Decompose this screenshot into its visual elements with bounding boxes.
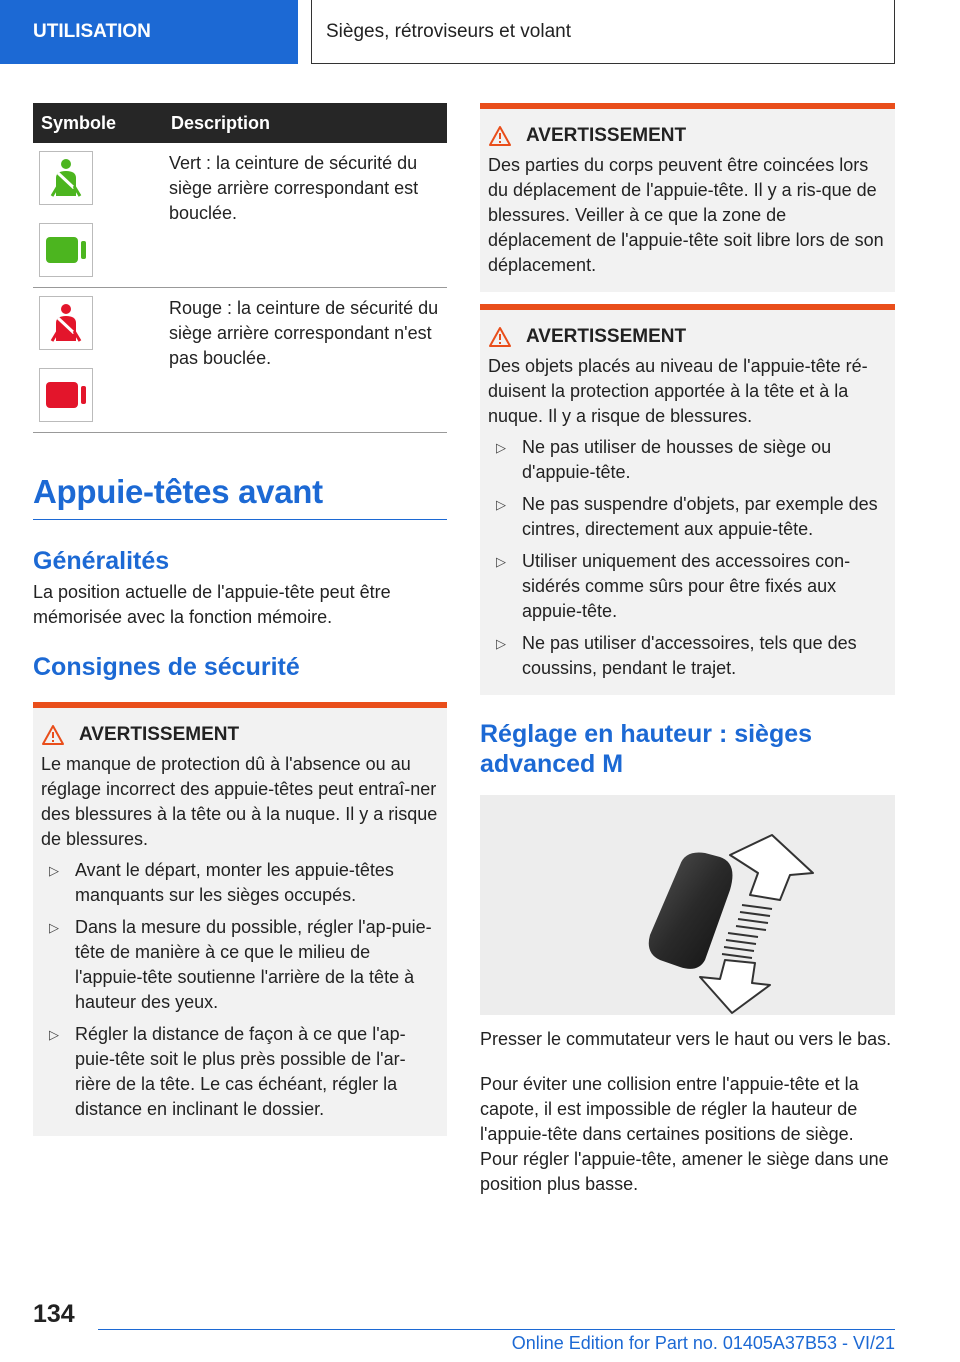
warning-triangle-icon [488, 125, 512, 147]
seatbelt-red-icon [44, 301, 88, 345]
warning-triangle-icon [488, 326, 512, 348]
page-title: Appuie-têtes avant [33, 473, 447, 520]
seat-status-icon-box [39, 368, 93, 422]
list-item: ▷ Régler la distance de façon à ce que l'ap-puie-tête soit le plus près possible de l'ar-rière de la tête. Le cas échéant, régler la distance en inclinant le dossier. [41, 1022, 439, 1122]
seat-green-icon [44, 235, 88, 265]
warning-header [41, 724, 439, 746]
list-item: ▷ Ne pas utiliser de housses de siège ou d'appuie-tête. [488, 435, 887, 485]
headrest-switch-illustration [480, 795, 895, 1015]
list-item: ▷ Utiliser uniquement des accessoires con-sidérés comme sûrs pour être fixés aux appuie-tête. [488, 549, 887, 624]
warning-list [41, 858, 439, 1122]
heading-generalites: Généralités [33, 547, 170, 575]
list-item: ▷ Avant le départ, monter les appuie-têtes manquants sur les sièges occupés. [41, 858, 439, 908]
triangle-bullet-icon: ▷ [496, 554, 506, 569]
seat-status-icon-box [39, 223, 93, 277]
warning-label: AVERTISSEMENT [526, 125, 687, 146]
header-chapter [311, 0, 895, 64]
list-item: ▷ Ne pas utiliser d'accessoires, tels que des coussins, pendant le trajet. [488, 631, 887, 681]
warning-text: Le manque de protection dû à l'absence ou au réglage incorrect des appuie-têtes peut entraî-ner des blessures à la tête ou à la nuque. Il y a risque de blessures. [41, 754, 438, 849]
seatbelt-icon-box [39, 296, 93, 350]
col-header-description: Description [163, 103, 447, 143]
description-cell: Vert : la ceinture de sécurité du siège arrière correspondant est bouclée. [163, 143, 447, 288]
symbol-cell [33, 288, 163, 433]
seat-red-icon [44, 380, 88, 410]
section-title: UTILISATION [33, 21, 151, 42]
warning-header [488, 326, 887, 348]
triangle-bullet-icon: ▷ [49, 863, 59, 878]
warning-text: Des parties du corps peuvent être coincées lors du déplacement de l'appuie-tête. Il y a ris-que de blessures. Veiller à ce que la zone de déplacement de l'appuie-tête soit libre lors de son déplacement. [488, 155, 884, 275]
triangle-bullet-icon: ▷ [496, 440, 506, 455]
header-section [0, 0, 298, 64]
warning-header [488, 125, 887, 147]
reglage-instruction: Presser le commutateur vers le haut ou vers le bas. [480, 1029, 892, 1049]
col-header-symbol: Symbole [33, 103, 163, 143]
right-column [480, 103, 895, 1197]
headrest-switch-figure [480, 795, 895, 1015]
footer-edition: Online Edition for Part no. 01405A37B53 - VI/21 [511, 1333, 895, 1353]
triangle-bullet-icon: ▷ [49, 1027, 59, 1042]
warning-box-right-1 [480, 103, 895, 292]
warning-box-right-2 [480, 304, 895, 695]
heading-reglage: Réglage en hauteur : sièges advanced M [480, 720, 813, 778]
list-item: ▷ Ne pas suspendre d'objets, par exemple des cintres, directement aux appuie-tête. [488, 492, 887, 542]
triangle-bullet-icon: ▷ [49, 920, 59, 935]
chapter-title: Sièges, rétroviseurs et volant [326, 20, 572, 42]
warning-label: AVERTISSEMENT [79, 724, 240, 745]
footer-divider [98, 1329, 895, 1330]
table-row [33, 143, 447, 288]
warning-list [488, 435, 887, 681]
reglage-note: Pour éviter une collision entre l'appuie-tête et la capote, il est impossible de régler la hauteur de l'appuie-tête dans certaines positions de siège. Pour régler l'appuie-tête, amener le siège dans une position plus basse. [480, 1074, 889, 1194]
warning-box-left [33, 702, 447, 1136]
symbol-cell [33, 143, 163, 288]
description-cell: Rouge : la ceinture de sécurité du siège arrière correspondant n'est pas bouclée. [163, 288, 447, 433]
symbol-table [33, 103, 447, 433]
warning-text: Des objets placés au niveau de l'appuie-tête ré-duisent la protection apportée à la tête et à la nuque. Il y a risque de blessures. [488, 356, 868, 426]
left-column [33, 103, 447, 1136]
seatbelt-icon-box [39, 151, 93, 205]
heading-consignes: Consignes de sécurité [33, 653, 300, 681]
seatbelt-green-icon [44, 156, 88, 200]
triangle-bullet-icon: ▷ [496, 636, 506, 651]
warning-triangle-icon [41, 724, 65, 746]
page-number: 134 [33, 1300, 75, 1328]
generalites-text: La position actuelle de l'appuie-tête peut être mémorisée avec la fonction mémoire. [33, 582, 391, 627]
table-row [33, 288, 447, 433]
warning-label: AVERTISSEMENT [526, 326, 687, 347]
triangle-bullet-icon: ▷ [496, 497, 506, 512]
list-item: ▷ Dans la mesure du possible, régler l'ap-puie-tête de manière à ce que le milieu de l'appuie-tête soutienne l'arrière de la tête à hauteur des yeux. [41, 915, 439, 1015]
